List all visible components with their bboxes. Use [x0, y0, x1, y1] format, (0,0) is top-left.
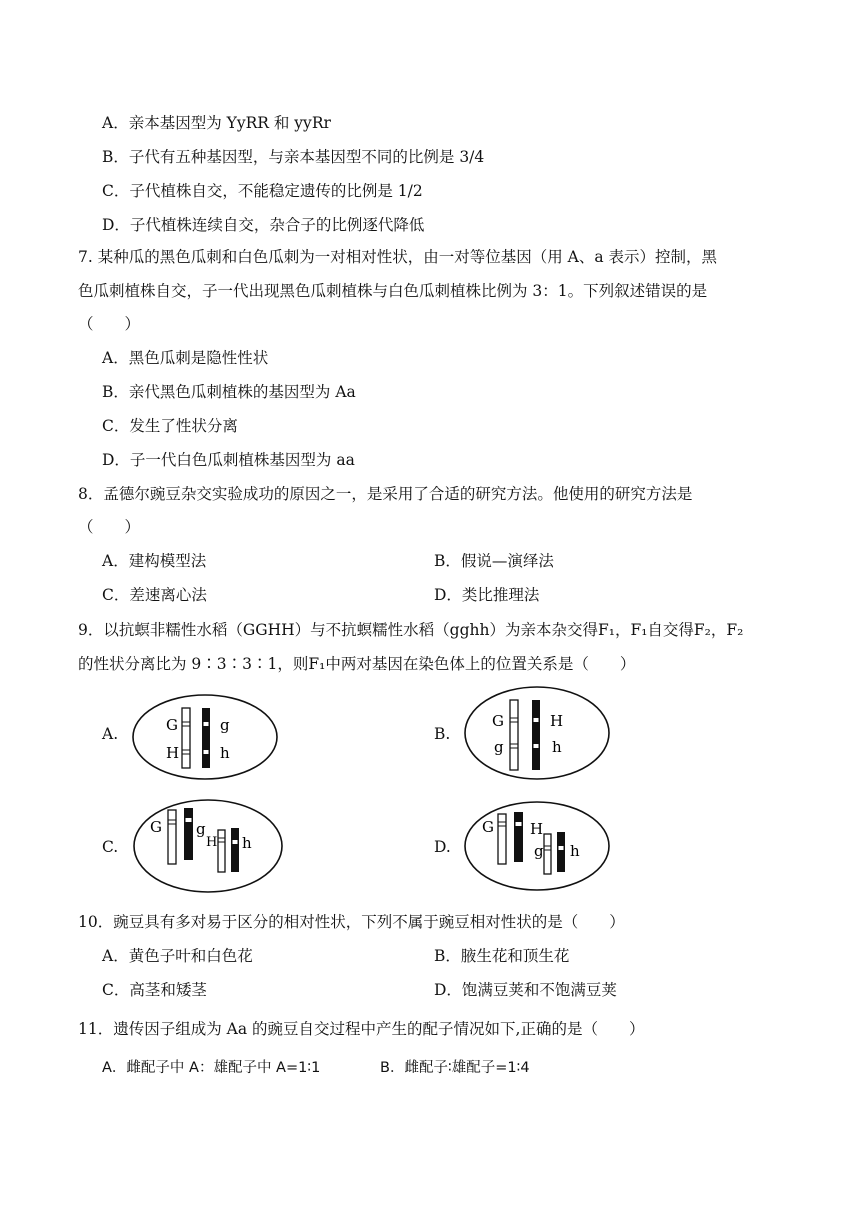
q8-option-d: D．类比推理法	[434, 586, 540, 604]
q7-option-a: A．黑色瓜刺是隐性性状	[102, 349, 269, 367]
q7-stem-line2: 色瓜刺植株自交，子一代出现黑色瓜刺植株与白色瓜刺植株比例为 3：1。下列叙述错误的是	[78, 282, 708, 300]
q8-answer-paren: （ ）	[78, 518, 141, 536]
gene-label: G	[150, 818, 162, 836]
q7-stem-line1: 7. 某种瓜的黑色瓜刺和白色瓜刺为一对相对性状，由一对等位基因（用 A、a 表示）控制，黑	[78, 248, 718, 266]
q9-label-c: C.	[102, 838, 119, 856]
gene-label: h	[242, 834, 252, 852]
q9-stem-line1: 9．以抗螟非糯性水稻（GGHH）与不抗螟糯性水稻（gghh）为亲本杂交得F₁，F₁自交得F₂，F₂	[78, 621, 744, 639]
q11-option-a: A．雌配子中 A：雄配子中 A=1∶1	[102, 1060, 321, 1076]
q7-answer-paren: （ ）	[78, 315, 141, 333]
q10-stem-line1: 10．豌豆具有多对易于区分的相对性状，下列不属于豌豆相对性状的是（ ）	[78, 913, 625, 931]
q6-option-c: C．子代植株自交，不能稳定遗传的比例是 1/2	[102, 182, 423, 200]
gene-label: g	[196, 820, 206, 838]
q10-option-a: A．黄色子叶和白色花	[102, 947, 253, 965]
gene-label: H	[206, 835, 218, 850]
gene-label: g	[494, 738, 504, 756]
q8-option-a: A．建构模型法	[102, 552, 207, 570]
q9-stem-line2: 的性状分离比为 9∶3∶3∶1，则F₁中两对基因在染色体上的位置关系是（ ）	[78, 655, 636, 673]
q9-label-d: D.	[434, 838, 451, 856]
gene-label: G	[166, 716, 178, 734]
q6-option-a: A．亲本基因型为 YyRR 和 yyRr	[102, 114, 331, 132]
q9-diagram-a	[130, 692, 280, 782]
q7-option-c: C．发生了性状分离	[102, 417, 238, 435]
gene-label: H	[530, 820, 544, 838]
gene-label: G	[492, 712, 504, 730]
q7-option-b: B．亲代黑色瓜刺植株的基因型为 Aa	[102, 383, 356, 401]
q9-diagram-d	[462, 798, 612, 894]
q8-stem-line1: 8．孟德尔豌豆杂交实验成功的原因之一，是采用了合适的研究方法。他使用的研究方法是	[78, 485, 693, 503]
q8-option-b: B．假说—演绎法	[434, 552, 554, 570]
gene-label: h	[570, 842, 580, 860]
q6-option-d: D．子代植株连续自交，杂合子的比例逐代降低	[102, 216, 425, 234]
q10-option-d: D．饱满豆荚和不饱满豆荚	[434, 981, 617, 999]
gene-label: H	[166, 744, 180, 762]
gene-label: h	[220, 744, 230, 762]
q7-option-d: D．子一代白色瓜刺植株基因型为 aa	[102, 451, 355, 469]
gene-label: h	[552, 738, 562, 756]
q10-option-b: B．腋生花和顶生花	[434, 947, 570, 965]
q6-option-b: B．子代有五种基因型，与亲本基因型不同的比例是 3/4	[102, 148, 485, 166]
gene-label: H	[550, 712, 564, 730]
gene-label: g	[534, 842, 544, 860]
q9-diagram-c	[130, 796, 286, 896]
gene-label: G	[482, 818, 494, 836]
q10-option-c: C．高茎和矮茎	[102, 981, 207, 999]
q9-label-b: B.	[434, 725, 451, 743]
q9-diagram-b	[462, 684, 612, 784]
gene-label: g	[220, 716, 230, 734]
q8-option-c: C．差速离心法	[102, 586, 207, 604]
q11-option-b: B．雌配子∶雄配子=1∶4	[380, 1060, 530, 1076]
q9-label-a: A.	[102, 725, 119, 743]
q11-stem-line1: 11．遗传因子组成为 Aa 的豌豆自交过程中产生的配子情况如下,正确的是（ ）	[78, 1020, 645, 1038]
